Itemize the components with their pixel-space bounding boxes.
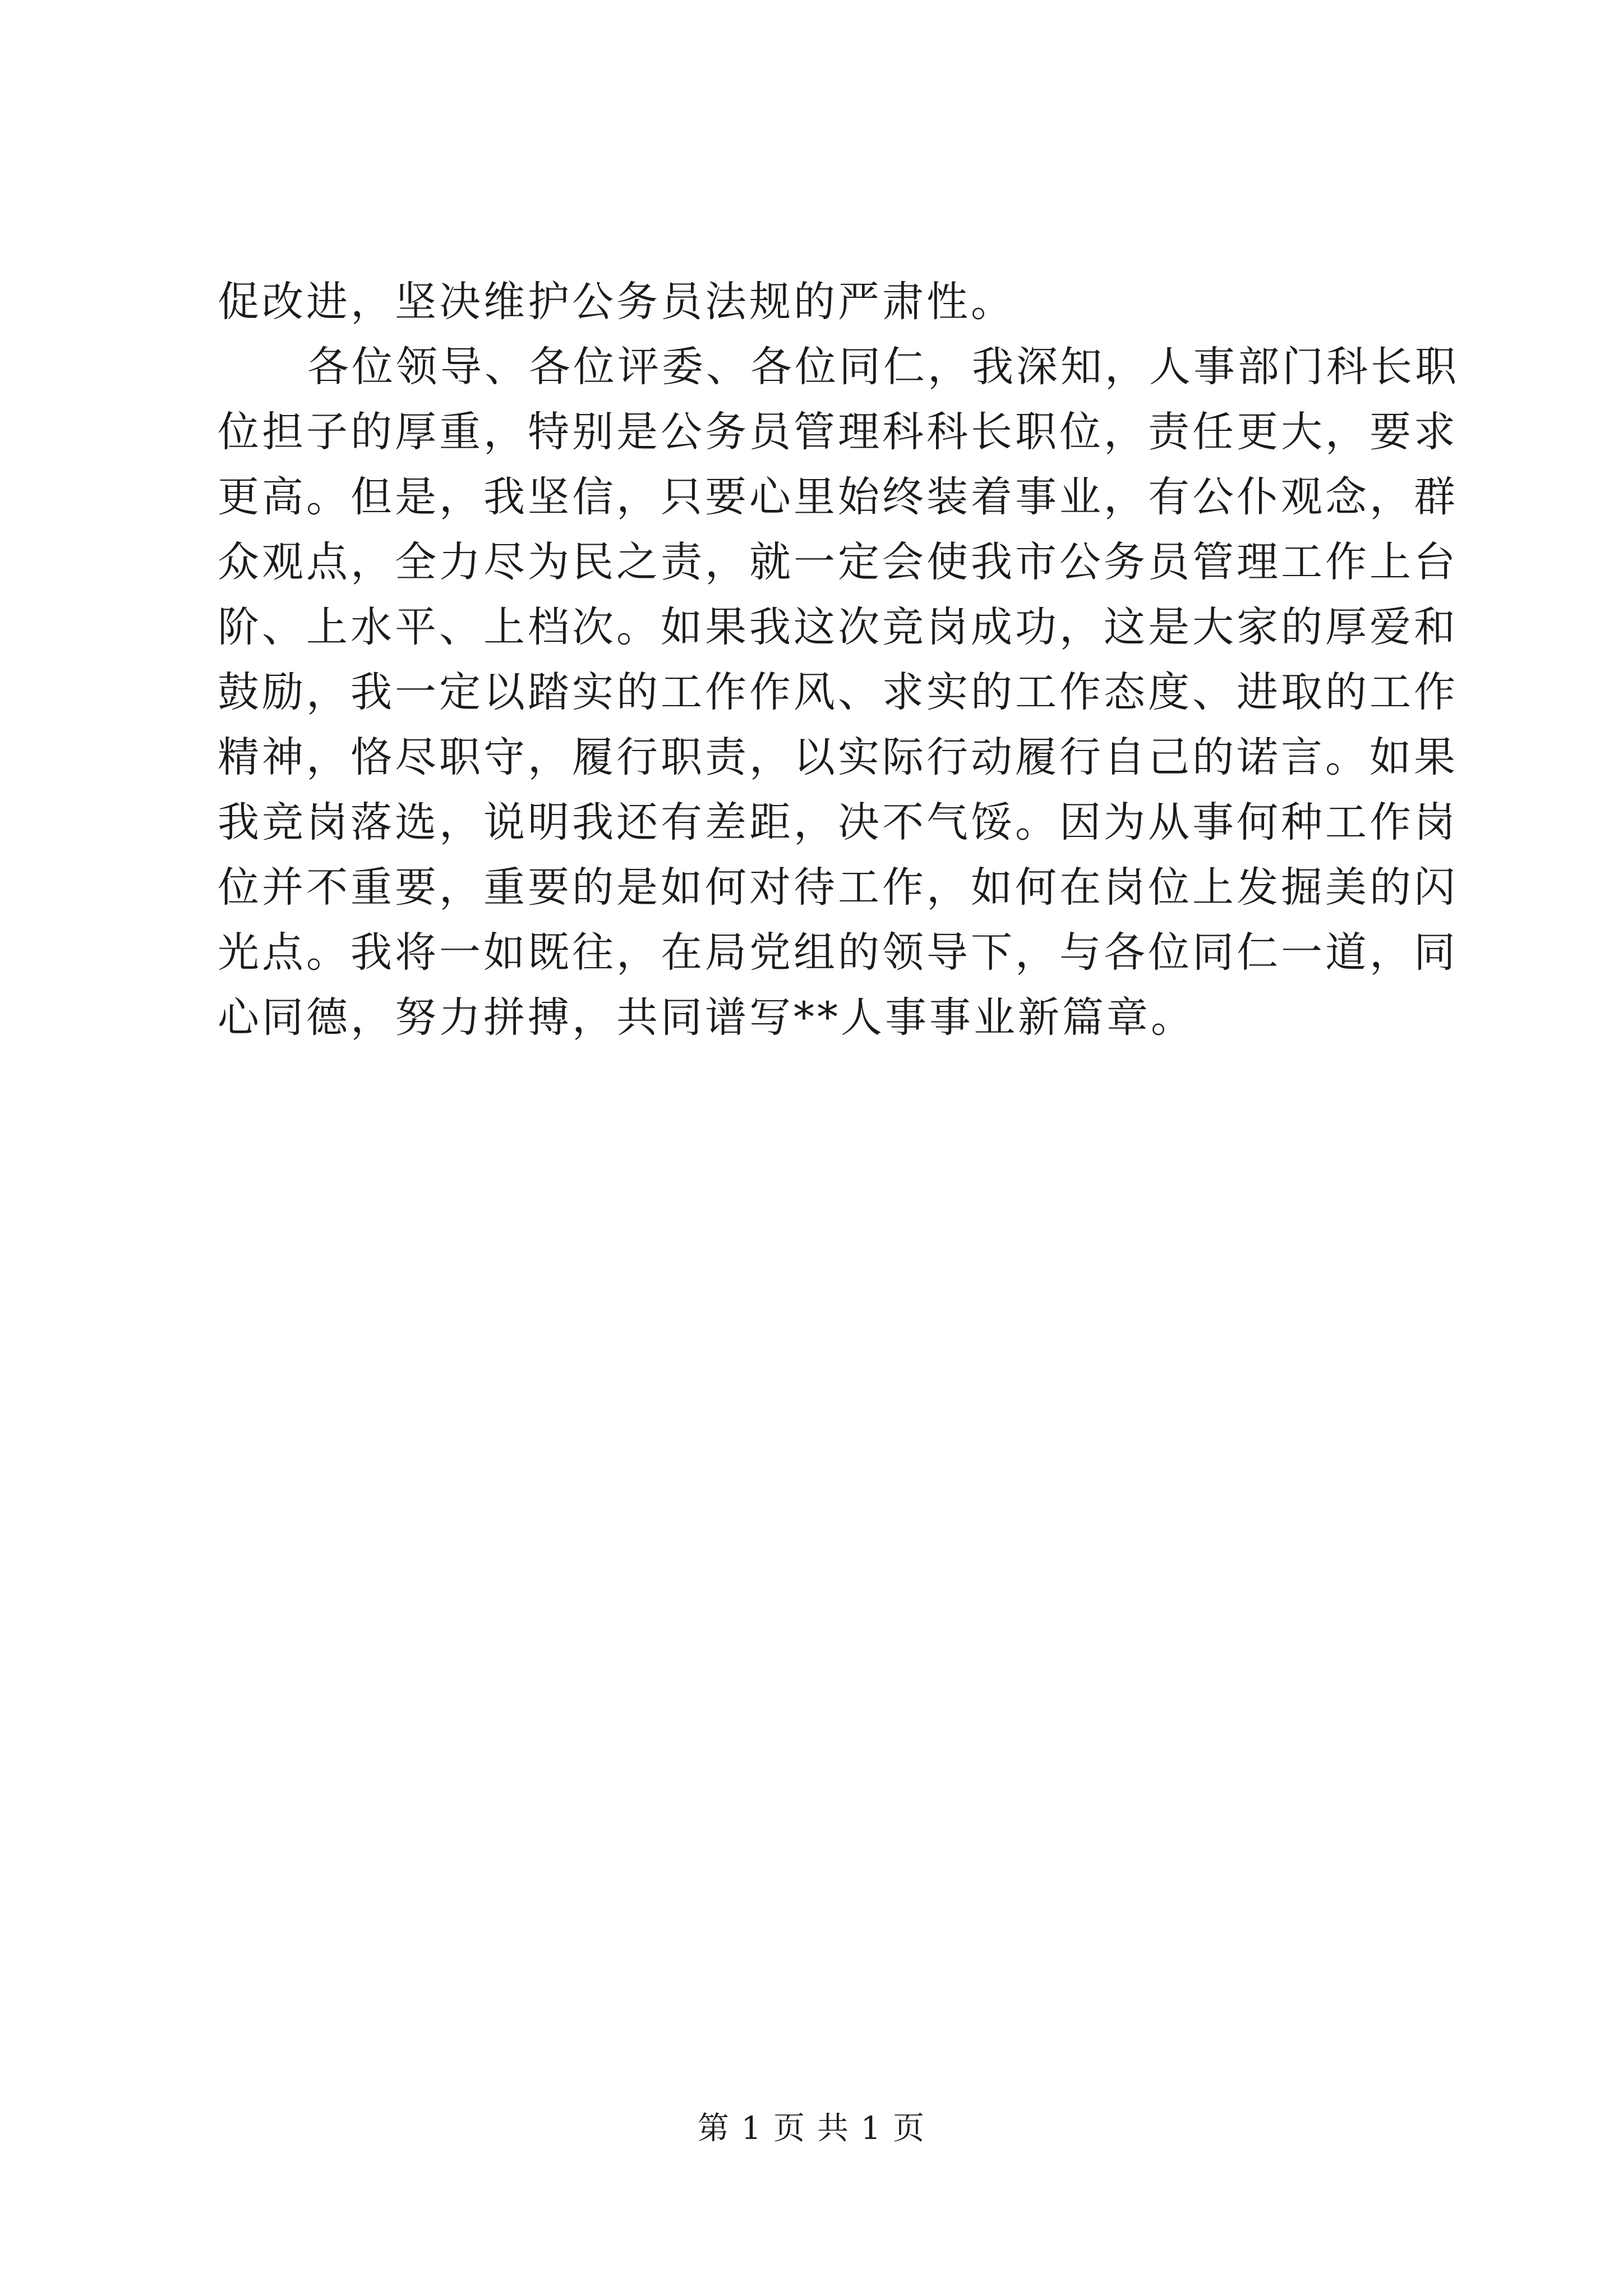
body-text: [218, 269, 1459, 1050]
text-line: 阶、上水平、上档次。如果我这次竞岗成功，这是大家的厚爱和: [218, 603, 1458, 651]
text-line: 心同德，努力拼搏，共同谱写**人事事业新篇章。: [218, 993, 1195, 1042]
text-line: 光点。我将一如既往，在局党组的领导下，与各位同仁一道，同: [218, 928, 1458, 977]
text-line: 位担子的厚重，特别是公务员管理科科长职位，责任更大，要求: [218, 408, 1458, 456]
paragraph-first-line: 各位领导、各位评委、各位同仁，我深知，人事部门科长职: [307, 343, 1459, 391]
text-line: 促改进，坚决维护公务员法规的严肃性。: [218, 278, 1015, 326]
page-number-footer: 第 1 页 共 1 页: [697, 2110, 926, 2147]
text-line: 我竞岗落选，说明我还有差距，决不气馁。因为从事何种工作岗: [218, 798, 1458, 846]
text-line: 位并不重要，重要的是如何对待工作，如何在岗位上发掘美的闪: [218, 863, 1458, 912]
text-line: 精神，恪尽职守，履行职责，以实际行动履行自己的诺言。如果: [218, 733, 1458, 781]
text-line: 更高。但是，我坚信，只要心里始终装着事业，有公仆观念，群: [218, 473, 1458, 521]
text-line: 众观点，全力尽为民之责，就一定会使我市公务员管理工作上台: [218, 538, 1458, 586]
text-line: 鼓励，我一定以踏实的工作作风、求实的工作态度、进取的工作: [218, 668, 1458, 716]
